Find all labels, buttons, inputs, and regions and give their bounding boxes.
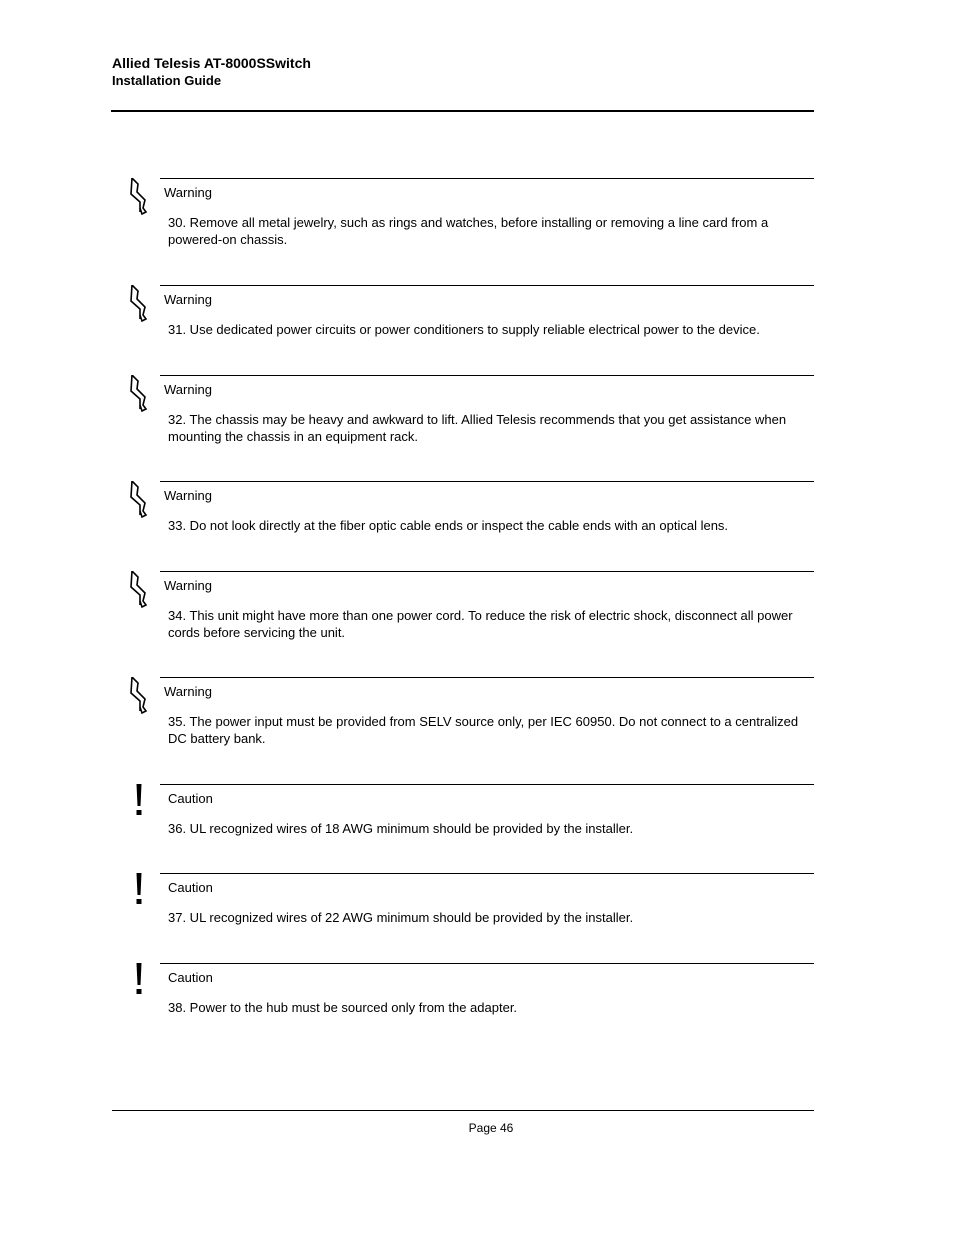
notice-label: Warning bbox=[164, 488, 212, 503]
page-number: Page 46 bbox=[468, 1121, 514, 1135]
notice-label: Warning bbox=[164, 292, 212, 307]
lightning-bolt-icon bbox=[128, 571, 150, 611]
document-subtitle: Installation Guide bbox=[112, 73, 222, 88]
notice-rule bbox=[160, 677, 814, 678]
notice-label: Warning bbox=[164, 185, 212, 200]
notice-text: 34. This unit might have more than one power cord. To reduce the risk of electric shock, disconnect all power cords before servicing the unit. bbox=[168, 608, 793, 640]
notice-text: 35. The power input must be provided from SELV source only, per IEC 60950. Do not connect to a centralized DC battery bank. bbox=[168, 714, 799, 746]
lightning-bolt-icon bbox=[128, 375, 150, 415]
exclamation-icon bbox=[128, 873, 150, 913]
exclamation-icon bbox=[128, 784, 150, 824]
lightning-bolt-icon bbox=[128, 285, 150, 325]
notice-rule bbox=[160, 375, 814, 376]
notice-rule bbox=[160, 873, 814, 874]
notice-label: Caution bbox=[168, 880, 213, 895]
notice-text: 38. Power to the hub must be sourced only from the adapter. bbox=[168, 1000, 518, 1015]
notice-text: 30. Remove all metal jewelry, such as rings and watches, before installing or removing a line card from a powered-on chassis. bbox=[168, 215, 769, 247]
exclamation-icon bbox=[128, 963, 150, 1003]
notice-rule bbox=[160, 784, 814, 785]
footer-divider bbox=[112, 1110, 814, 1111]
notice-rule bbox=[160, 963, 814, 964]
notice-label: Caution bbox=[168, 970, 213, 985]
notice-rule bbox=[160, 285, 814, 286]
notice-text: 37. UL recognized wires of 22 AWG minimum should be provided by the installer. bbox=[168, 910, 634, 925]
notice-rule bbox=[160, 481, 814, 482]
notice-rule bbox=[160, 571, 814, 572]
notice-rule bbox=[160, 178, 814, 179]
page-header bbox=[112, 54, 814, 90]
lightning-bolt-icon bbox=[128, 178, 150, 218]
notice-text: 32. The chassis may be heavy and awkward to lift. Allied Telesis recommends that you get assistance when mounting the chassis in an equipment rack. bbox=[168, 412, 787, 444]
notice-text: 36. UL recognized wires of 18 AWG minimum should be provided by the installer. bbox=[168, 821, 634, 836]
notice-text: 33. Do not look directly at the fiber optic cable ends or inspect the cable ends with an optical lens. bbox=[168, 518, 729, 533]
document-title: Allied Telesis AT-8000SSwitch bbox=[112, 55, 311, 71]
notice-text: 31. Use dedicated power circuits or power conditioners to supply reliable electrical power to the device. bbox=[168, 322, 760, 337]
header-divider bbox=[111, 110, 814, 112]
lightning-bolt-icon bbox=[128, 677, 150, 717]
notice-label: Caution bbox=[168, 791, 213, 806]
notice-label: Warning bbox=[164, 578, 212, 593]
lightning-bolt-icon bbox=[128, 481, 150, 521]
notice-label: Warning bbox=[164, 684, 212, 699]
notice-label: Warning bbox=[164, 382, 212, 397]
